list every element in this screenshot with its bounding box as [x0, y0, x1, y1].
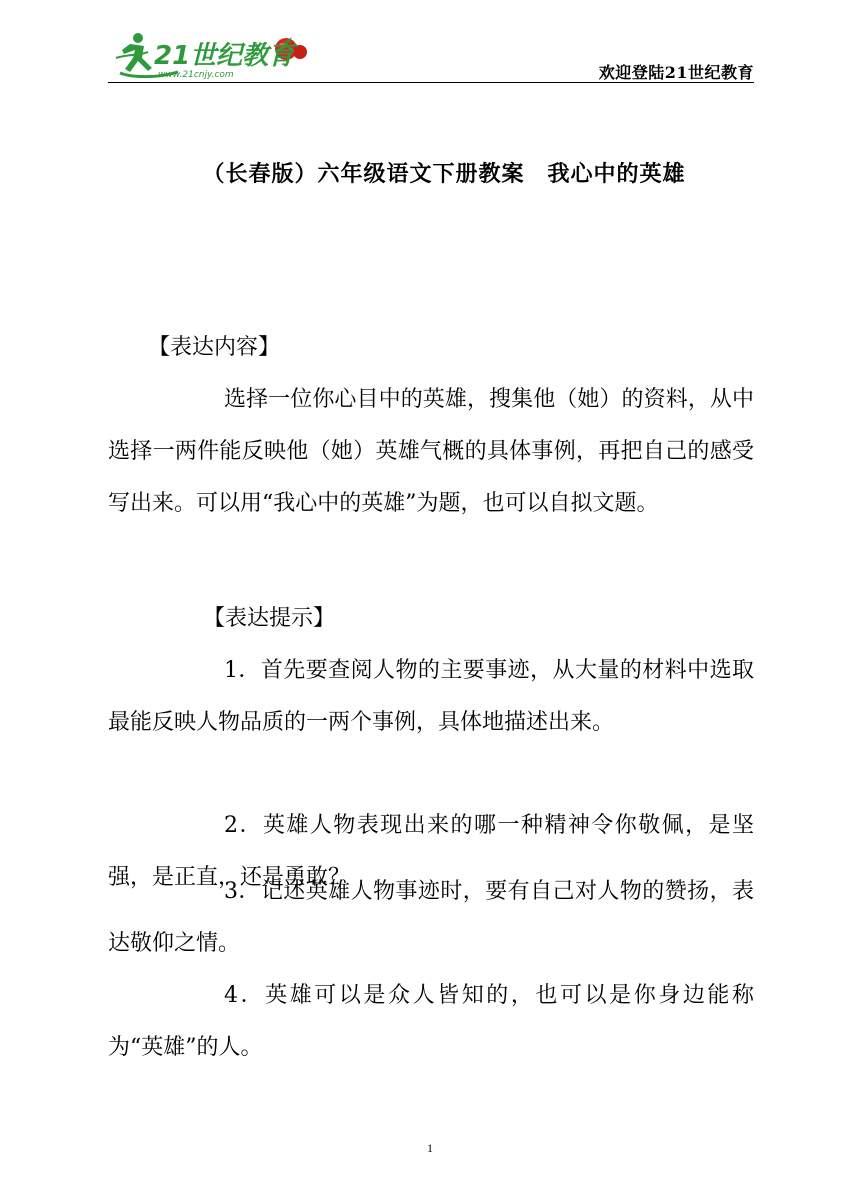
tip-item-1: 1．首先要查阅人物的主要事迹，从大量的材料中选取最能反映人物品质的一两个事例，具体地描述出来。 — [108, 658, 754, 735]
tip-item-3: 3．记述英雄人物事迹时，要有自己对人物的赞扬，表达敬仰之情。 — [108, 879, 754, 956]
page-header — [108, 28, 754, 84]
page-number: 1 — [427, 1141, 433, 1155]
section-heading-tips: 【表达提示】 — [203, 606, 336, 631]
header-welcome-text: 欢迎登陆21世纪教育 — [598, 63, 754, 82]
paragraph: 选择一位你心目中的英雄，搜集他（她）的资料，从中选择一两件能反映他（她）英雄气概的具体事例，再把自己的感受写出来。可以用“我心中的英雄”为题，也可以自拟文题。 — [108, 387, 754, 516]
document-title: （长春版）六年级语文下册教案 我心中的英雄 — [202, 161, 686, 187]
tip-item-4: 4．英雄可以是众人皆知的，也可以是你身边能称为“英雄”的人。 — [108, 983, 754, 1060]
site-logo — [108, 28, 308, 82]
tip-item-2: 2．英雄人物表现出来的哪一种精神令你敬佩，是坚强，是正直，还是勇敢？ — [108, 813, 754, 890]
logo-text: 21世纪教育 — [154, 41, 295, 71]
section-heading-content: 【表达内容】 — [148, 335, 281, 360]
header-divider — [108, 82, 754, 83]
logo-url-text: www.21cnjy.com — [158, 70, 234, 80]
